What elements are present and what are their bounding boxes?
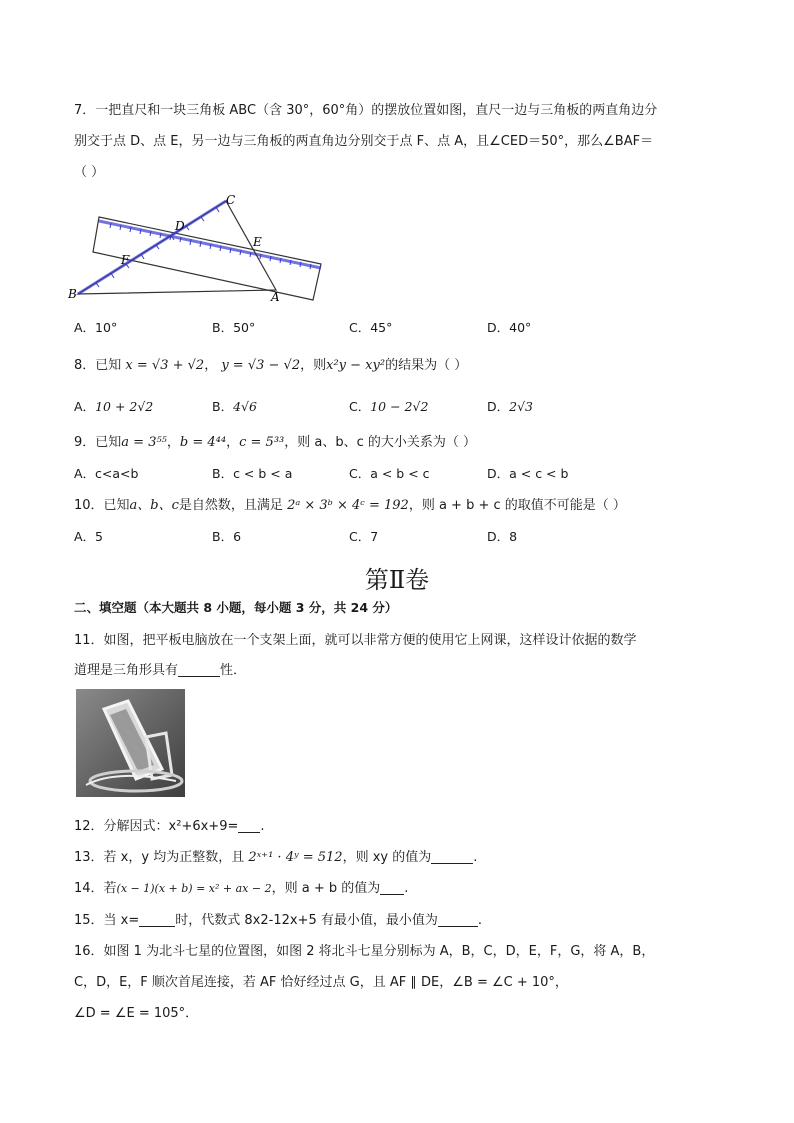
tablet-stand-photo xyxy=(76,689,185,797)
q8-x-expr: x = √3 + √2 xyxy=(125,358,205,373)
q8-expression: x²y − xy² xyxy=(326,358,386,373)
q8-y-expr: y = √3 − √2 xyxy=(221,358,301,373)
section-title: 第Ⅱ卷 xyxy=(364,566,430,594)
q12-line: 12．分解因式：x²+6x+9= . xyxy=(74,819,265,834)
q7-option-d: D．40° xyxy=(487,320,532,335)
q11-line1: 11．如图，把平板电脑放在一个支架上面，就可以非常方便的使用它上网课，这样设计依据的数学 xyxy=(74,633,637,648)
q16-line2: C，D，E，F 顺次首尾连接，若 AF 恰好经过点 G，且 AF ∥ DE，∠B = ∠C + 10°， xyxy=(74,975,568,990)
label-E: E xyxy=(253,235,262,249)
part2-heading: 二、填空题（本大题共 8 小题，每小题 3 分，共 24 分） xyxy=(74,600,398,615)
q14-blank[interactable] xyxy=(380,880,404,895)
q7-line3: （ ） xyxy=(74,165,105,180)
q9-option-c: C．a < b < c xyxy=(349,466,430,481)
q7-option-c: C．45° xyxy=(349,320,393,335)
q7-line2: 别交于点 D、点 E，另一边与三角板的两直角边分别交于点 F、点 A，且∠CED＝50°，那么∠BAF＝ xyxy=(74,134,654,149)
q7-option-b: B．50° xyxy=(212,320,256,335)
q8-option-d: D．2√3 xyxy=(487,399,534,414)
q16-line1: 16．如图 1 为北斗七星的位置图，如图 2 将北斗七星分别标为 A，B，C，D，E，F，G，将 A，B， xyxy=(74,944,655,959)
q9-option-d: D．a < c < b xyxy=(487,466,569,481)
label-F: F xyxy=(121,253,130,267)
q11-line2: 道理是三角形具有 性． xyxy=(74,663,247,678)
q9-option-a: A．c<a<b xyxy=(74,466,139,481)
q9-option-b: B．c < b < a xyxy=(212,466,293,481)
q10-option-d: D．8 xyxy=(487,529,518,544)
q8-stem: 8．已知 x = √3 + √2， y = √3 − √2，则x²y − xy²的结果为（ ） xyxy=(74,358,468,373)
label-B: B xyxy=(68,287,77,301)
q10-option-a: A．5 xyxy=(74,529,104,544)
label-C: C xyxy=(226,193,236,207)
q15-blank-1[interactable] xyxy=(139,912,175,927)
q15-blank-2[interactable] xyxy=(438,912,478,927)
q7-option-a: A．10° xyxy=(74,320,118,335)
q10-option-c: C．7 xyxy=(349,529,379,544)
q13-blank[interactable] xyxy=(431,849,473,864)
q16-line3: ∠D = ∠E = 105°． xyxy=(74,1006,199,1021)
q15-line: 15．当 x= 时，代数式 8x2-12x+5 有最小值，最小值为 . xyxy=(74,913,482,928)
q8-option-c: C．10 − 2√2 xyxy=(349,399,429,414)
q9-stem: 9．已知a = 3⁵⁵，b = 4⁴⁴，c = 5³³，则 a、b、c 的大小关系为（ ） xyxy=(74,435,477,450)
q8-option-a: A．10 + 2√2 xyxy=(74,399,154,414)
q7-ruler-triangle-figure xyxy=(66,190,331,305)
q12-blank[interactable] xyxy=(238,818,260,833)
q13-line: 13．若 x，y 均为正整数，且 2ˣ⁺¹ · 4ʸ = 512，则 xy 的值为 . xyxy=(74,850,478,865)
q14-line: 14．若(x − 1)(x + b) = x² + ax − 2，则 a + b 的值为 . xyxy=(74,881,409,896)
label-D: D xyxy=(175,219,185,233)
label-A: A xyxy=(271,290,280,304)
q7-line1: 7．一把直尺和一块三角板 ABC（含 30°，60°角）的摆放位置如图，直尺一边与三角板的两直角边分 xyxy=(74,103,658,118)
q8-option-b: B．4√6 xyxy=(212,399,257,414)
q11-blank[interactable] xyxy=(178,662,220,677)
q10-option-b: B．6 xyxy=(212,529,242,544)
q10-stem: 10．已知a、b、c是自然数，且满足 2ᵃ × 3ᵇ × 4ᶜ = 192，则 a + b + c 的取值不可能是（ ） xyxy=(74,498,626,513)
